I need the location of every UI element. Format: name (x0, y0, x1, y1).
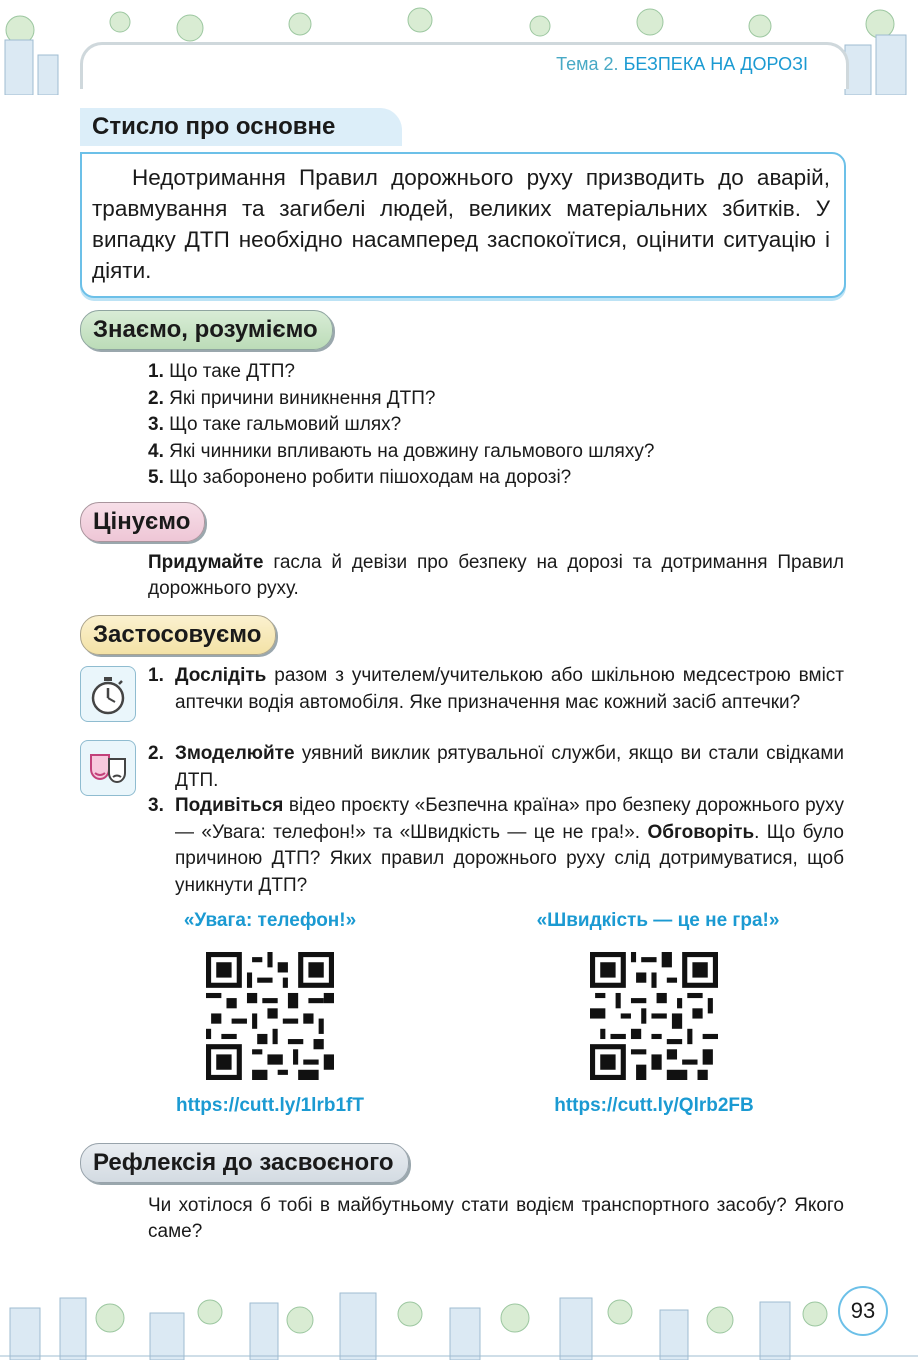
topic-title: БЕЗПЕКА НА ДОРОЗІ (623, 54, 808, 74)
reflect-heading: Рефлексія до засвоєного (80, 1143, 409, 1183)
summary-text: Недотримання Правил дорожнього руху призводить до аварій, травмування та загибелі людей, великих матеріальних збитків. У випадку ДТП необхідно насамперед заспокоїтися, оцінити ситуацію і діяти. (92, 165, 830, 283)
city-decoration-bottom (0, 1268, 918, 1360)
topic-prefix: Тема 2. (556, 54, 619, 74)
video-title-1: «Увага: телефон!» (183, 910, 357, 931)
value-heading: Цінуємо (80, 502, 205, 542)
know-heading: Знаємо, розуміємо (80, 310, 333, 350)
value-text: Придумайте гасла й девізи про безпеку на дорозі та дотримання Правил дорожнього руху. (148, 552, 844, 599)
apply-heading: Застосовуємо (80, 615, 276, 655)
task-item-1: 1. Дослідіть разом з учителем/учителькою або шкільною медсестрою вміст аптечки водія автомобіля. Яке призначення має кожний засіб аптечки? (148, 665, 844, 713)
list-item: 4. Які чинники впливають на довжину гальмового шляху? (148, 440, 655, 462)
summary-heading: Стисло про основне (80, 108, 402, 146)
theater-masks-icon (80, 740, 136, 796)
list-item: 2. Які причини виникнення ДТП? (148, 387, 436, 409)
list-item: 3. Що таке гальмовий шлях? (148, 414, 402, 435)
qr-code-1[interactable] (206, 952, 334, 1080)
list-item: 5. Що заборонено робити пішоходам на дорозі? (148, 467, 572, 488)
reflect-text: Чи хотілося б тобі в майбутньому стати водієм транспортного засобу? Якого саме? (148, 1195, 844, 1242)
stopwatch-icon (80, 666, 136, 722)
page-number: 93 (838, 1286, 888, 1336)
know-questions (148, 359, 654, 492)
video-link-2[interactable]: https://cutt.ly/Qlrb2FB (554, 1095, 754, 1116)
topic-header (556, 54, 808, 75)
list-item: 1. Що таке ДТП? (148, 361, 295, 382)
video-link-1[interactable]: https://cutt.ly/1lrb1fT (176, 1095, 364, 1116)
task-item-3: 3. Подивіться відео проєкту «Безпечна країна» про безпеку дорожнього руху — «Увага: телефон!» та «Швидкість — це не гра!». Обговоріть. Що було причиною ДТП? Яких правил дорожнього руху слід дотримуватися, щоб уникнути ДТП? (148, 795, 844, 896)
qr-code-2[interactable] (590, 952, 718, 1080)
video-title-2: «Швидкість — це не гра!» (536, 910, 780, 931)
task-item-2: 2. Змоделюйте уявний виклик рятувальної служби, якщо ви стали свідками ДТП. (148, 743, 844, 791)
